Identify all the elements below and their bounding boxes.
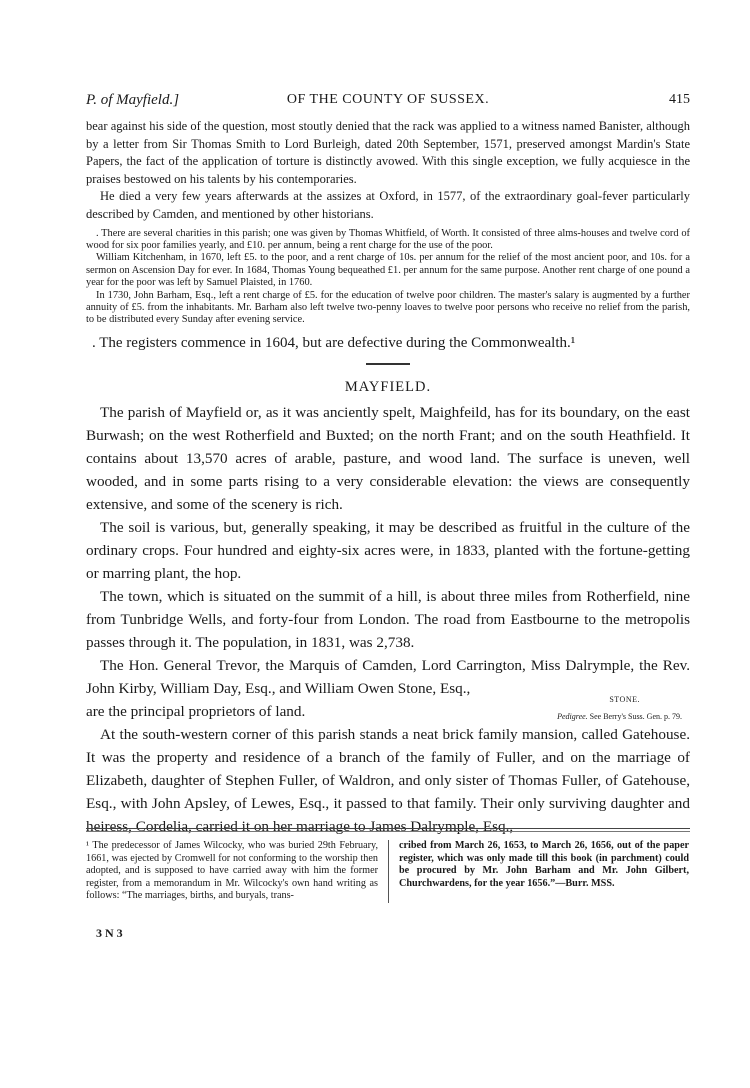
death-paragraph: He died a very few years afterwards at the assizes at Oxford, in 1577, of the extraordinary goal-fever particularly described by Camden, and mentioned by other historians. <box>86 189 690 221</box>
proprietors-paragraph: The Hon. General Trevor, the Marquis of Camden, Lord Carrington, Miss Dalrymple, the Rev. John Kirby, William Day, Esq., and William Owen Stone, Esq., <box>86 656 690 697</box>
footnote-column-right: cribed from March 26, 1653, to March 26, 1656, out of the paper register, which was only made till this book (in parchment) could be procured by Mr. John Barham and Mr. John Gilbert, Churchwardens, for the year 1656.”—Burr. MSS. <box>399 840 689 889</box>
footnote-rule <box>86 828 690 829</box>
proprietors-end-text: are the principal proprietors of land. <box>86 702 306 720</box>
header-section-title: P. of Mayfield.] <box>86 92 180 108</box>
footnote-column-left: ¹ The predecessor of James Wilcocky, who was buried 29th February, 1661, was ejected by Cromwell for not conforming to the worship then adopted, and is supposed to have carried away with him the former register, from a memorandum in Mr. Wilcocky's own hand writing as follows: “The marriages, births, and buryals, trans- <box>86 840 389 903</box>
registers-line: . The registers commence in 1604, but are defective during the Commonwealth.¹ <box>92 334 576 351</box>
printer-signature: 3 N 3 <box>96 926 123 940</box>
section-heading: MAYFIELD. <box>344 378 432 395</box>
pedigree-source: See Berry's Suss. Gen. p. 79. <box>589 711 682 721</box>
header-county-title: OF THE COUNTY OF SUSSEX. <box>286 92 490 107</box>
pedigree-label: Pedigree. <box>557 711 588 721</box>
proprietors-last-line <box>86 694 690 723</box>
charity-note-barham: In 1730, John Barham, Esq., left a rent charge of £5. for the education of twelve poor children. The master's salary is augmented by a further annuity of £5. from the inhabitants. Mr. Barham also left twelve two-penny loaves to twelve poor persons who receive no relief from the parish, to be distributed every Sunday after evening service. <box>86 289 690 326</box>
mayfield-town-paragraph: The town, which is situated on the summit of a hill, is about three miles from Rotherfield, nine from Tunbridge Wells, and forty-four from London. The road from Eastbourne to the metropolis passes through it. The population, in 1831, was 2,738. <box>86 587 690 651</box>
section-divider <box>366 363 410 365</box>
stone-margin-label: STONE. <box>609 694 640 704</box>
page-number: 415 <box>669 92 690 107</box>
charity-note-kitchenham: William Kitchenham, in 1670, left £5. to the poor, and a rent charge of 10s. per annum for the relief of the most ancient poor, and 10s. for a sermon on Ascension Day for ever. In 1684, Thomas Young bequeathed £1. per annum for the same purpose. Another rent charge of one pound a year for the poor was left by Samuel Plaisted, in 1760. <box>86 252 690 289</box>
pedigree-reference <box>557 705 682 728</box>
mayfield-boundary-paragraph: The parish of Mayfield or, as it was anciently spelt, Maighfeild, has for its boundary, on the east Burwash; on the west Rotherfield and Buxted; on the north Frant; and on the south Heathfield. It contains about 13,570 acres of arable, pasture, and wood land. The surface is uneven, well wooded, and in some parts rising to a very considerable elevation: the views are consequently extensive, and some of the scenery is rich. <box>86 403 690 513</box>
book-page <box>86 92 690 1062</box>
continued-paragraph: bear against his side of the question, most stoutly denied that the rack was applied to a witness named Banister, although by a letter from Sir Thomas Smith to Lord Burleigh, dated 20th September, 1571, preserved amongst Mardin's State Papers, the fact of the application of torture is distinctly avowed. With this single exception, we fully acquiesce in the praises bestowed on his talents by his contemporaries. <box>86 119 690 186</box>
footnote-block <box>86 840 690 903</box>
charity-note-whitfield: . There are several charities in this parish; one was given by Thomas Whitfield, of Worth. It consisted of three alms-houses and twelve cord of wood for six poor families yearly, and £10. per annum, being a rent charge for the use of the poor. <box>86 227 690 251</box>
footnote-rule-secondary <box>86 831 690 832</box>
running-header <box>86 92 690 118</box>
charity-notes <box>86 228 690 327</box>
mayfield-soil-paragraph: The soil is various, but, generally speaking, it may be described as fruitful in the culture of the ordinary crops. Four hundred and eighty-six acres were, in 1833, planted with the fortune-getting or marring plant, the hop. <box>86 518 690 582</box>
gatehouse-paragraph: At the south-western corner of this parish stands a neat brick family mansion, called Gatehouse. It was the property and residence of a branch of the family of Fuller, and on the marriage of Elizabeth, daughter of Stephen Fuller, of Waldron, and only sister of Thomas Fuller, of Gatehouse, Esq., with John Apsley, of Lewes, Esq., it passed to that family. Their only surviving daughter and heiress, Cordelia, carried it on her marriage to James Dalrymple, Esq., <box>86 725 690 835</box>
